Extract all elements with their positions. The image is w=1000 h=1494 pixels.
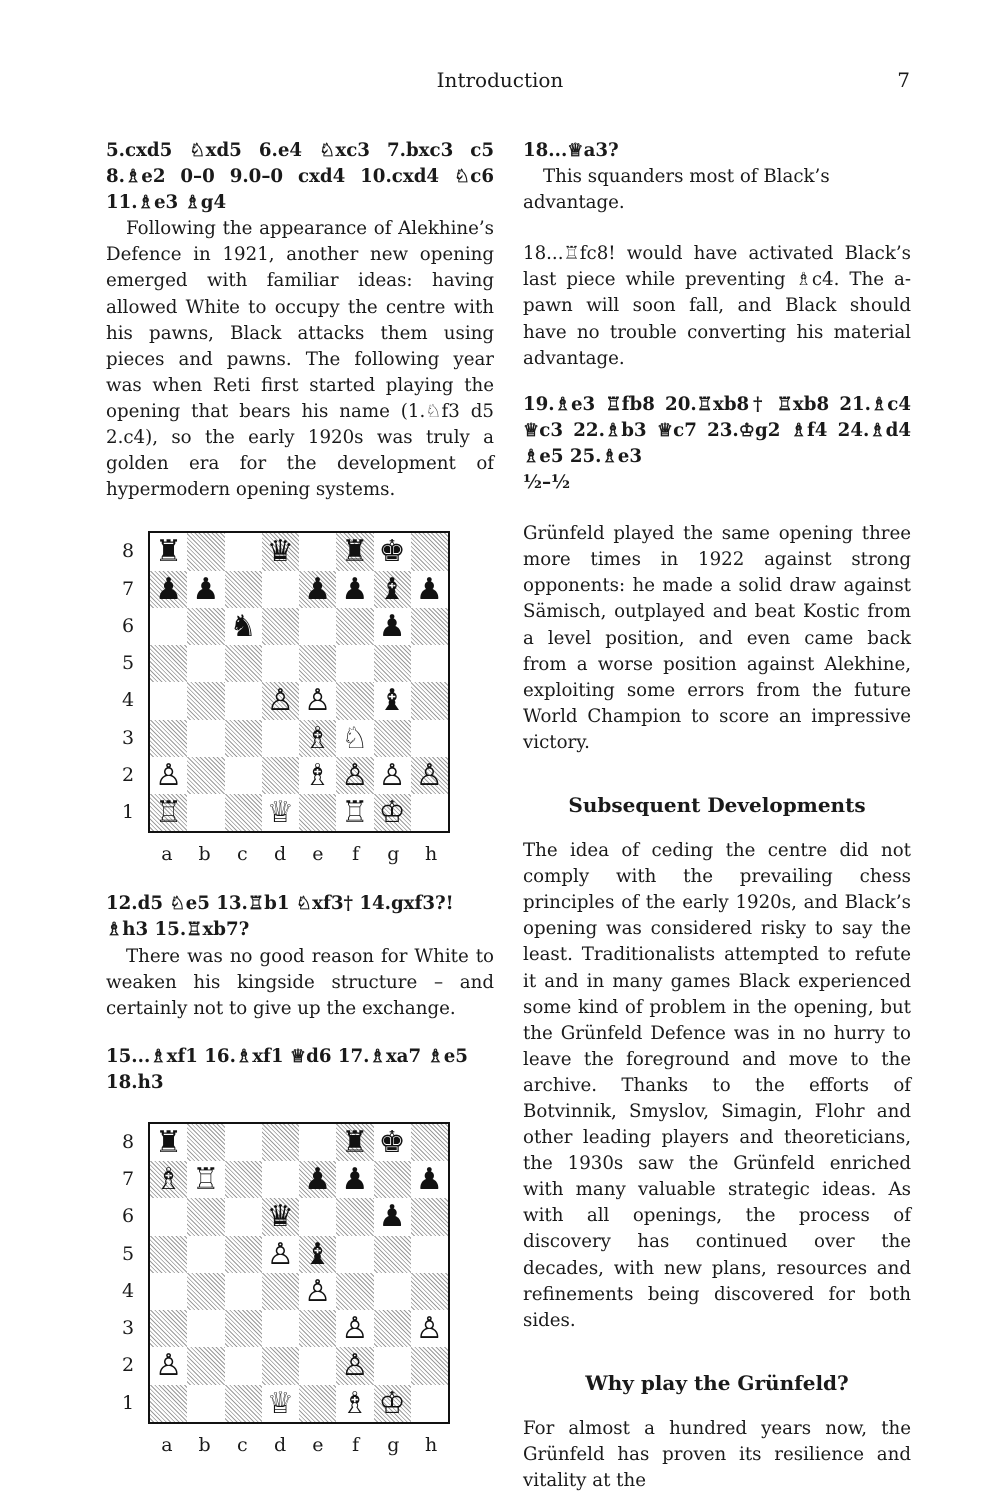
rank-label: 8 [122, 540, 135, 563]
chess-piece-c6: ♞ [229, 608, 257, 644]
chess-piece-f1: ♖ [341, 795, 369, 831]
board-square [411, 794, 448, 831]
board-square [262, 1124, 299, 1161]
board-square [150, 1385, 187, 1422]
board-square [411, 533, 448, 570]
file-label: d [274, 843, 287, 866]
board-square [225, 720, 262, 757]
rank-label: 5 [122, 1242, 135, 1265]
chess-piece-g2: ♙ [378, 757, 406, 793]
chess-piece-g1: ♔ [378, 1385, 406, 1421]
right-column [523, 138, 911, 1494]
chess-diagram-2 [106, 1122, 494, 1480]
board-square [187, 1310, 224, 1347]
chess-piece-f3: ♘ [341, 720, 369, 756]
paragraph: For almost a hundred years now, the Grünfeld has proven its resilience and vitality at the [523, 1417, 911, 1492]
board-square [150, 1310, 187, 1347]
rank-label: 4 [122, 1279, 135, 1302]
chess-diagram-1 [106, 531, 494, 889]
board-square [336, 1273, 373, 1310]
rank-label: 6 [122, 1205, 135, 1228]
file-label: c [237, 1433, 248, 1456]
file-label: d [274, 1433, 287, 1456]
rank-label: 2 [122, 1354, 135, 1377]
board-square [411, 1198, 448, 1235]
board-square [411, 1385, 448, 1422]
board-square [411, 1347, 448, 1384]
board-square [225, 1273, 262, 1310]
board-square [187, 682, 224, 719]
board-square [262, 757, 299, 794]
board-square [187, 1198, 224, 1235]
chess-board [148, 531, 450, 833]
chess-piece-h2: ♙ [415, 757, 443, 793]
file-label: g [387, 1433, 400, 1456]
file-label: a [161, 1433, 173, 1456]
chess-piece-a2: ♙ [155, 757, 183, 793]
board-square [336, 645, 373, 682]
chess-piece-d1: ♕ [266, 795, 294, 831]
file-label: h [425, 843, 438, 866]
chess-piece-f8: ♜ [341, 1124, 369, 1160]
paragraph: Grünfeld played the same opening three more times in 1922 against strong opponents: he made a solid draw against Sämisch, outplayed and beat Kostic from a level position, and even came back from a worse position against Alekhine, exploiting some errors from the future World Champion to score an impressive victory. [523, 523, 911, 753]
section-heading: Why play the Grünfeld? [585, 1370, 849, 1395]
rank-label: 1 [122, 801, 135, 824]
running-title: Introduction [436, 68, 564, 92]
chess-piece-g6: ♟ [378, 1199, 406, 1235]
chess-piece-a7: ♗ [155, 1162, 183, 1198]
board-square [262, 1273, 299, 1310]
board-square [187, 720, 224, 757]
move-sequence: 15...♗xf1 16.♗xf1 ♕d6 17.♗xa7 ♗e5 18.h3 [106, 1045, 468, 1093]
chess-piece-b7: ♟ [192, 571, 220, 607]
chess-piece-e4: ♙ [304, 683, 332, 719]
chess-piece-a2: ♙ [155, 1348, 183, 1384]
chess-piece-a1: ♖ [155, 795, 183, 831]
board-square [225, 1198, 262, 1235]
board-square [187, 1347, 224, 1384]
chess-piece-e2: ♗ [304, 757, 332, 793]
chess-piece-a8: ♜ [155, 534, 183, 570]
chess-piece-g7: ♝ [378, 571, 406, 607]
board-square [225, 1385, 262, 1422]
rank-label: 4 [122, 689, 135, 712]
board-square [336, 1236, 373, 1273]
page-number: 7 [897, 68, 910, 92]
board-square [336, 682, 373, 719]
board-square [262, 608, 299, 645]
move-sequence: 5.cxd5 ♘xd5 6.e4 ♘xc3 7.bxc3 c5 8.♗e2 0–0 9.0–0 cxd4 10.cxd4 ♘c6 11.♗e3 ♗g4 [106, 140, 494, 214]
file-label: b [198, 843, 211, 866]
board-square [225, 682, 262, 719]
board-square [187, 533, 224, 570]
section-heading: Subsequent Developments [568, 792, 866, 817]
chess-piece-f8: ♜ [341, 534, 369, 570]
board-square [411, 1236, 448, 1273]
board-square [262, 720, 299, 757]
board-square [187, 1273, 224, 1310]
board-square [262, 645, 299, 682]
file-label: h [425, 1433, 438, 1456]
chess-piece-h3: ♙ [415, 1311, 443, 1347]
file-label: e [312, 1433, 324, 1456]
file-label: b [198, 1433, 211, 1456]
board-square [187, 1385, 224, 1422]
board-square [374, 1347, 411, 1384]
board-square [225, 1124, 262, 1161]
chess-piece-e7: ♟ [304, 1162, 332, 1198]
paragraph: 18...♖fc8! would have activated Black’s last piece while preventing ♗c4. The a-pawn will soon fall, and Black should have no trouble converting his material advantage. [523, 243, 911, 369]
chess-piece-g6: ♟ [378, 608, 406, 644]
board-square [262, 1310, 299, 1347]
board-square [374, 720, 411, 757]
board-square [299, 533, 336, 570]
board-square [411, 1124, 448, 1161]
board-square [411, 608, 448, 645]
chess-piece-d8: ♛ [266, 534, 294, 570]
file-labels [148, 1432, 450, 1458]
board-square [299, 1347, 336, 1384]
rank-label: 7 [122, 577, 135, 600]
left-column [106, 138, 494, 1480]
board-square [187, 645, 224, 682]
file-label: f [352, 843, 360, 866]
board-square [225, 1347, 262, 1384]
rank-label: 3 [122, 726, 135, 749]
chess-piece-d5: ♙ [266, 1236, 294, 1272]
board-square [225, 645, 262, 682]
board-square [336, 608, 373, 645]
paragraph: There was no good reason for White to weaken his kingside structure – and certainly not to give up the exchange. [106, 945, 494, 1019]
board-square [374, 1273, 411, 1310]
paragraph: Following the appearance of Alekhine’s Defence in 1921, another new opening emerged with familiar ideas: having allowed White to occupy the centre with his pawns, Black attacks them using pieces and pawns. The following year was when Reti first started playing the opening that bears his name (1.♘f3 d5 2.c4), so the early 1920s was truly a golden era for the development of hypermodern opening systems. [106, 218, 494, 501]
board-square [374, 1161, 411, 1198]
board-square [225, 1310, 262, 1347]
rank-label: 2 [122, 763, 135, 786]
board-square [299, 1310, 336, 1347]
rank-label: 7 [122, 1168, 135, 1191]
chess-piece-h7: ♟ [415, 571, 443, 607]
chess-piece-f7: ♟ [341, 1162, 369, 1198]
chess-piece-g8: ♚ [378, 1124, 406, 1160]
rank-label: 3 [122, 1317, 135, 1340]
board-square [225, 794, 262, 831]
chess-piece-e5: ♝ [304, 1236, 332, 1272]
chess-piece-d4: ♙ [266, 683, 294, 719]
board-square [150, 682, 187, 719]
chess-piece-f1: ♗ [341, 1385, 369, 1421]
chess-piece-g1: ♔ [378, 795, 406, 831]
rank-label: 8 [122, 1130, 135, 1153]
page-header [0, 68, 1000, 100]
chess-piece-g8: ♚ [378, 534, 406, 570]
board-square [374, 1236, 411, 1273]
move-sequence: 12.d5 ♘e5 13.♖b1 ♘xf3† 14.gxf3?! ♗h3 15.♖xb7? [106, 893, 454, 941]
board-square [299, 794, 336, 831]
file-label: a [161, 843, 173, 866]
file-label: c [237, 843, 248, 866]
board-square [150, 720, 187, 757]
move-sequence: 18...♕a3? [523, 140, 619, 161]
board-square [262, 1161, 299, 1198]
board-square [150, 1236, 187, 1273]
board-square [225, 1236, 262, 1273]
chess-piece-g4: ♝ [378, 683, 406, 719]
chess-piece-a7: ♟ [155, 571, 183, 607]
chess-piece-d1: ♕ [266, 1385, 294, 1421]
board-square [225, 571, 262, 608]
board-square [336, 1198, 373, 1235]
board-square [374, 645, 411, 682]
chess-piece-e7: ♟ [304, 571, 332, 607]
board-square [411, 682, 448, 719]
chess-board [148, 1122, 450, 1424]
board-square [299, 1124, 336, 1161]
chess-piece-a8: ♜ [155, 1124, 183, 1160]
board-square [225, 757, 262, 794]
rank-label: 5 [122, 652, 135, 675]
file-label: e [312, 843, 324, 866]
paragraph: This squanders most of Black’s advantage. [523, 166, 830, 214]
board-square [150, 1198, 187, 1235]
board-square [262, 571, 299, 608]
board-square [225, 533, 262, 570]
file-label: g [387, 843, 400, 866]
board-square [411, 645, 448, 682]
chess-piece-f2: ♙ [341, 1348, 369, 1384]
file-labels [148, 841, 450, 867]
board-square [374, 1310, 411, 1347]
chess-piece-f2: ♙ [341, 757, 369, 793]
rank-label: 6 [122, 614, 135, 637]
board-square [411, 1273, 448, 1310]
file-label: f [352, 1433, 360, 1456]
board-square [299, 1198, 336, 1235]
board-square [299, 608, 336, 645]
chess-piece-b7: ♖ [192, 1162, 220, 1198]
chess-piece-f3: ♙ [341, 1311, 369, 1347]
paragraph: The idea of ceding the centre did not comply with the prevailing chess principles of the early 1920s, and Black’s opening was considered risky to say the least. Traditionalists attempted to refute it and in many games Black experienced some kind of problem in the opening, but the Grünfeld Defence was in no hurry to leave the foreground and move to the archive. Thanks to the efforts of Botvinnik, Smyslov, Simagin, Flohr and other leading players and theoreticians, the 1930s saw the Grünfeld enriched with many valuable strategic ideas. As with all openings, the process of discovery has continued over the decades, with new plans, resources and refinements being discovered for both sides. [523, 840, 911, 1331]
board-square [150, 608, 187, 645]
board-square [187, 794, 224, 831]
board-square [187, 1236, 224, 1273]
board-square [150, 1273, 187, 1310]
game-result: ½–½ [523, 472, 571, 494]
board-square [299, 1385, 336, 1422]
board-square [187, 1124, 224, 1161]
move-sequence: 19.♗e3 ♖fb8 20.♖xb8† ♖xb8 21.♗c4 ♕c3 22.♗b3 ♕c7 23.♔g2 ♗f4 24.♗d4 ♗e5 25.♗e3 [523, 393, 911, 467]
rank-label: 1 [122, 1391, 135, 1414]
chess-piece-d6: ♛ [266, 1199, 294, 1235]
board-square [150, 645, 187, 682]
board-square [262, 1347, 299, 1384]
chess-piece-e3: ♗ [304, 720, 332, 756]
board-square [187, 757, 224, 794]
board-square [299, 645, 336, 682]
chess-piece-e4: ♙ [304, 1273, 332, 1309]
board-square [411, 720, 448, 757]
chess-piece-h7: ♟ [415, 1162, 443, 1198]
board-square [225, 1161, 262, 1198]
board-square [187, 608, 224, 645]
chess-piece-f7: ♟ [341, 571, 369, 607]
